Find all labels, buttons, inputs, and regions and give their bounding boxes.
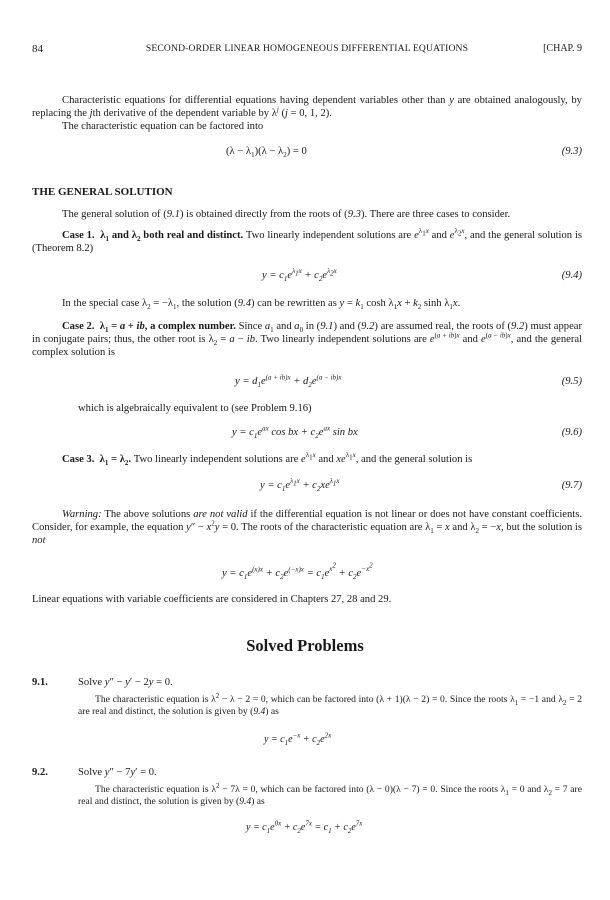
factored-sentence: The characteristic equation can be factored into (62, 121, 264, 132)
case-1-paragraph: Case 1. $\lambda_1$ and $\lambda_2$ both real and distinct. Two linearly independent solutions are $e^{\lambda_1x}$ and $e^{\lambda_2x}$, and the general solution is (Theorem 8.2) (32, 227, 583, 254)
counterexample-equation: $y = c_1e^{(x)x} + c_2e^{(-x)x} = c_1e^{x^2} + c_2e^{-x^2}$ (222, 562, 373, 581)
problem-9-2-statement: Solve y″ − 7y′ = 0. (78, 767, 157, 778)
equation-number-9-4: (9.4) (561, 270, 582, 281)
variable-coefficients-note: Linear equations with variable coefficients are considered in Chapters 27, 28 and 29. (32, 594, 392, 605)
equation-number-9-6: (9.6) (561, 427, 582, 438)
chapter-label: [CHAP. 9 (543, 43, 582, 54)
equation-9-3: $(\lambda - \lambda_1)(\lambda - \lambda_2) = 0$ (226, 146, 307, 160)
equivalence-sentence: which is algebraically equivalent to (see Problem 9.16) (78, 403, 312, 414)
equation-9-4: $y = c_1e^{\lambda_1x} + c_2e^{\lambda_2x}$ (262, 267, 337, 284)
problem-9-2-number: 9.2. (32, 767, 48, 778)
intro-paragraph: Characteristic equations for differential equations having dependent variables other than y are obtained analogously, by replacing the jth derivative of the dependent variable by $\lambda^j$ (j = 0, 1, 2). (32, 95, 582, 119)
equation-number-9-5: (9.5) (561, 376, 582, 387)
equation-9-7: $y = c_1e^{\lambda_1x} + c_2xe^{\lambda_1x}$ (260, 477, 340, 494)
problem-9-1-statement: Solve y″ − y′ − 2y = 0. (78, 677, 173, 688)
problem-9-1-solution: The characteristic equation is $\lambda^2 - \lambda - 2 = 0$, which can be factored into (λ + 1)(λ − 2) = 0. Since the roots $\lambda_1 = -1$ and $\lambda_2 = 2$ are real and distinct, the solution is given by (9.4) as (78, 691, 582, 717)
problem-9-1-answer: $y = c_1e^{-x} + c_2e^{2x}$ (264, 731, 332, 747)
equation-number-9-3: (9.3) (561, 146, 582, 157)
page-number: 84 (32, 43, 43, 55)
equation-number-9-7: (9.7) (561, 480, 582, 491)
special-case-paragraph: In the special case $\lambda_2 = -\lambda_1$, the solution (9.4) can be rewritten as $y = k_1$ $\cosh \lambda_1x + k_2$ $\sinh \lambda_1x$. (62, 298, 461, 312)
problem-9-2-solution: The characteristic equation is $\lambda^2 - 7\lambda = 0$, which can be factored into (λ − 0)(λ − 7) = 0. Since the roots $\lambda_1 = 0$ and $\lambda_2 = 7$ are real and distinct, the solution is given by (9.4) as (78, 781, 582, 807)
running-header (32, 43, 582, 59)
equation-9-5: $y = d_1e^{(a + ib)x} + d_2e^{(a - ib)x}$ (235, 373, 342, 390)
solved-problems-title: Solved Problems (246, 636, 364, 655)
section-heading: THE GENERAL SOLUTION (32, 186, 173, 198)
equation-9-6: $y = c_1e^{ax}$ cos bx + $c_2e^{ax}$ sin bx (232, 424, 358, 441)
general-solution-intro: The general solution of (9.1) is obtained directly from the roots of (9.3). There are three cases to consider. (62, 209, 511, 220)
case-2-paragraph: Case 2. $\lambda_1 = a$ + ib, a complex number. Since $a_1$ and $a_0$ in (9.1) and (9.2) are assumed real, the roots of (9.2) must appear in conjugate pairs; thus, the other root is $\lambda_2 = a$ − ib. Two linearly independent solutions are $e^{(a + ib)x}$ and $e^{(a - ib)x}$, and the general complex solution is (32, 321, 582, 358)
case-3-paragraph: Case 3. $\lambda_1 = \lambda_2$. Two linearly independent solutions are $e^{\lambda_1x}$ and $xe^{\lambda_1x}$, and the general solution is (62, 451, 473, 468)
running-title: SECOND-ORDER LINEAR HOMOGENEOUS DIFFERENTIAL EQUATIONS (145, 43, 469, 54)
warning-paragraph: Warning: The above solutions are not valid if the differential equation is not linear or does not have constant coefficients. Consider, for example, the equation $y'' - x^2y = 0$. The roots of the characteristic equation are $\lambda_1 = x$ and $\lambda_2 = -x$, but the solution is not (32, 509, 583, 546)
problem-9-1-number: 9.1. (32, 677, 48, 688)
problem-9-2-answer: $y = c_1e^{0x} + c_2e^{7x} = c_1 + c_2e^{7x}$ (246, 819, 363, 835)
